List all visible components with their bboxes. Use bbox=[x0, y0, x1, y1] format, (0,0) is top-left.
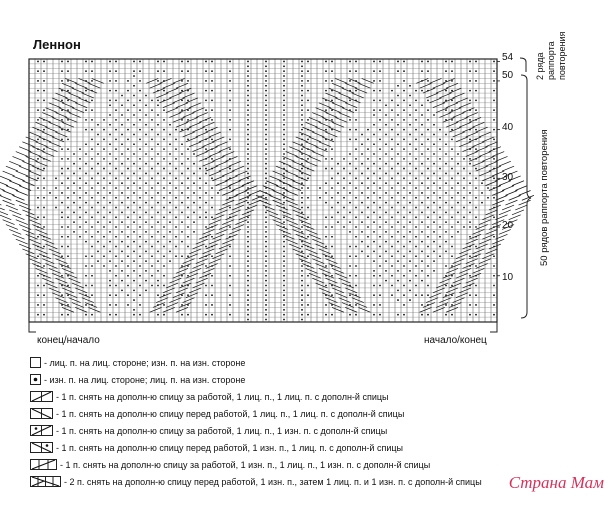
top-bracket bbox=[520, 58, 526, 72]
bottom-right-bracket bbox=[490, 322, 497, 332]
legend-item bbox=[30, 458, 430, 471]
label-end-start: конец/начало bbox=[37, 335, 100, 346]
cable-left-4-icon bbox=[30, 476, 62, 487]
legend-item bbox=[30, 424, 387, 437]
legend-text: - лиц. п. на лиц. стороне; изн. п. на изн. стороне bbox=[44, 357, 246, 368]
legend-text: - 2 п. снять на дополн-ю спицу перед работой, 1 изн. п., затем 1 лиц. п. и 1 изн. п. с дополн-й спицы bbox=[64, 476, 482, 487]
purl-symbol-icon bbox=[30, 374, 42, 385]
legend-text: - 1 п. снять на дополн-ю спицу перед работой, 1 изн. п., 1 лиц. п. с дополн-й спицы bbox=[56, 442, 403, 453]
legend-item bbox=[30, 407, 404, 420]
knit-symbol-icon bbox=[30, 357, 42, 368]
label-top-repeat: 2 ряда раппорта повторения bbox=[535, 31, 567, 80]
cable-left-icon bbox=[30, 408, 54, 419]
legend-item bbox=[30, 373, 245, 386]
cable-right-purl-icon bbox=[30, 425, 54, 436]
legend-text: - 1 п. снять на дополн-ю спицу перед работой, 1 лиц. п., 1 лиц. п. с дополн-й спицы bbox=[56, 408, 405, 419]
legend-text: - 1 п. снять на дополн-ю спицу за работой, 1 изн. п., 1 лиц. п., 1 изн. п. с дополн-й спицы bbox=[60, 459, 431, 470]
label-main-repeat: 50 рядов раппорта повторения bbox=[539, 129, 550, 266]
row-number-50: 50 bbox=[502, 70, 514, 81]
row-number-30: 30 bbox=[502, 172, 514, 183]
cable-left-purl-icon bbox=[30, 442, 54, 453]
legend-item bbox=[30, 356, 245, 369]
legend-text: - изн. п. на лиц. стороне; лиц. п. на изн. стороне bbox=[44, 374, 246, 385]
chart-grid bbox=[29, 59, 497, 322]
legend-item bbox=[30, 441, 403, 454]
row-number-20: 20 bbox=[502, 220, 514, 231]
row-number-54: 54 bbox=[502, 52, 514, 63]
chart-title: Леннон bbox=[33, 37, 81, 52]
row-number-40: 40 bbox=[502, 122, 514, 133]
cable-right-icon bbox=[30, 391, 54, 402]
legend-text: - 1 п. снять на дополн-ю спицу за работой, 1 лиц. п., 1 изн. п. с дополн-й спицы bbox=[56, 425, 388, 436]
legend-item bbox=[30, 390, 388, 403]
main-bracket bbox=[521, 75, 531, 318]
row-number-10: 10 bbox=[502, 272, 514, 283]
legend-item bbox=[30, 475, 482, 488]
watermark: Страна Мам bbox=[508, 473, 604, 492]
cable-right-3-icon bbox=[30, 459, 58, 470]
legend-text: - 1 п. снять на дополн-ю спицу за работой, 1 лиц. п., 1 лиц. п. с дополн-й спицы bbox=[56, 391, 389, 402]
label-start-end: начало/конец bbox=[424, 335, 487, 346]
bottom-left-bracket bbox=[29, 322, 36, 332]
